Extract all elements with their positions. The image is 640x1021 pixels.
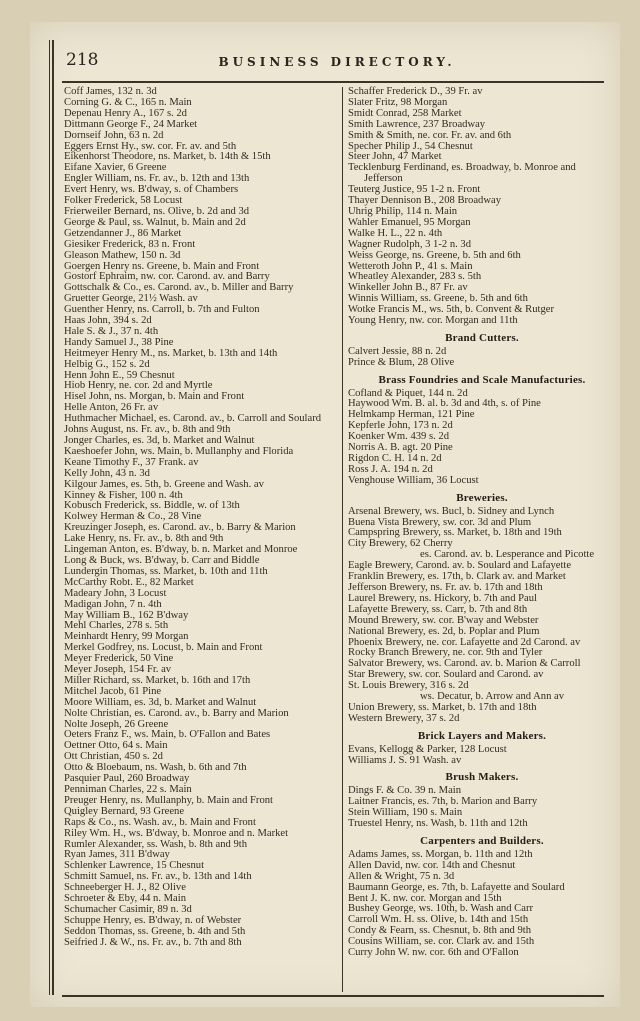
directory-entry: Campspring Brewery, ss. Market, b. 18th and 19th [348,527,562,539]
directory-entry: Ryan James, 311 B'dway [64,849,170,861]
directory-entry: Mound Brewery, sw. cor. B'way and Webster [348,614,539,626]
directory-entry: Madeary John, 3 Locust [64,587,167,599]
directory-entry: Schneeberger H. J., 82 Olive [64,882,186,894]
directory-entry: Depenau Henry A., 167 s. 2d [64,107,187,119]
directory-entry: Meyer Frederick, 50 Vine [64,653,174,665]
directory-entry: Venghouse William, 36 Locust [348,474,479,486]
directory-entry: Preuger Henry, ns. Mullanphy, b. Main and Front [64,794,273,806]
directory-entry: Steer John, 47 Market [348,151,442,163]
directory-entry: Madigan John, 7 n. 4th [64,598,162,610]
directory-entry: Giesiker Frederick, 83 n. Front [64,238,196,250]
directory-entry: Condy & Fearn, ss. Chesnut, b. 8th and 9th [348,925,532,937]
directory-entry: St. Louis Brewery, 316 s. 2d [348,680,469,692]
directory-entry: Folker Frederick, 58 Locust [64,195,183,207]
directory-entry: Wahler Emanuel, 95 Morgan [348,216,471,228]
directory-entry: Baumann George, es. 7th, b. Lafayette and Soulard [348,881,565,893]
directory-entry: Helle Anton, 26 Fr. av [64,402,159,414]
directory-entry: Meyer Joseph, 154 Fr. av [64,664,172,676]
directory-entry: Helbig G., 152 s. 2d [64,358,150,370]
directory-entry: Huthmacher Michael, es. Carond. av., b. Carroll and Soulard [64,413,322,425]
section-heading: Brick Layers and Makers. [417,729,547,742]
directory-entry: Nolte Christian, es. Carond. av., b. Barry and Marion [64,707,289,719]
directory-entry: Koenker Wm. 439 s. 2d [348,431,450,443]
page-frame [52,40,612,995]
directory-entry: Goergen Henry ns. Greene, b. Main and Front [64,260,260,272]
directory-entry: Allen David, nw. cor. 14th and Chesnut [348,859,516,871]
directory-entry: Johns August, ns. Fr. av., b. 8th and 9th [64,424,231,436]
directory-entry: Specher Philip J., 54 Chesnut [348,140,473,152]
directory-entry: Eikenhorst Theodore, ns. Market, b. 14th & 15th [64,151,271,163]
directory-entry: Wotke Francis M., ws. 5th, b. Convent & Rutger [348,304,555,316]
directory-entry: Quigley Bernard, 93 Greene [64,805,185,817]
directory-entry: Smidt Conrad, 258 Market [348,107,462,119]
directory-entry: Haas John, 394 s. 2d [64,315,152,327]
directory-entry: Salvator Brewery, ws. Carond. av. b. Marion & Carroll [348,658,581,670]
directory-entry: Oettner Otto, 64 s. Main [64,740,168,752]
directory-entry: Hisel John, ns. Morgan, b. Main and Front [64,391,245,403]
directory-entry: Hiob Henry, ne. cor. 2d and Myrtle [64,380,213,392]
directory-entry: Kilgour James, es. 5th, b. Greene and Wash. av [64,478,264,490]
directory-entry: Evans, Kellogg & Parker, 128 Locust [348,743,507,755]
directory-entry: Phoenix Brewery, ne. cor. Lafayette and 2d Carond. av [348,636,581,648]
directory-entry: Uhrig Philip, 114 n. Main [348,205,458,217]
directory-entry: Young Henry, nw. cor. Morgan and 11th [348,315,518,327]
directory-entry: Kaeshoefer John, ws. Main, b. Mullanphy and Florida [64,445,294,457]
directory-entry: Eggers Ernst Hy., sw. cor. Fr. av. and 5th [64,140,237,152]
directory-entry: Franklin Brewery, es. 17th, b. Clark av. and Market [348,571,566,583]
directory-entry: Carroll Wm. H. ss. Olive, b. 14th and 15th [348,914,529,926]
directory-entry: Union Brewery, ss. Market, b. 17th and 18th [348,701,537,713]
directory-entry: Meinhardt Henry, 99 Morgan [64,631,189,643]
header-rule [62,81,604,83]
directory-entry: Lingeman Anton, es. B'dway, b. n. Market and Monroe [64,544,298,556]
directory-entry: May William B., 162 B'dway [64,609,189,621]
directory-entry: Long & Buck, ws. B'dway, b. Carr and Biddle [64,554,260,566]
directory-entry: Hale S. & J., 37 n. 4th [64,325,159,337]
directory-entry: Kinney & Fisher, 100 n. 4th [64,489,183,501]
directory-entry: es. Carond. av. b. Lesperance and Picotte [420,549,595,561]
directory-entry: Penniman Charles, 22 s. Main [64,784,192,795]
directory-entry: Smith & Smith, ne. cor. Fr. av. and 6th [348,129,512,141]
directory-entry: Bushey George, ws. 10th, b. Wash and Carr [348,903,534,915]
directory-entry: Curry John W. nw. cor. 6th and O'Fallon [348,947,519,959]
directory-entry: Norris A. B. agt. 20 Pine [348,442,453,454]
directory-entry: Henn John E., 59 Chesnut [64,369,175,381]
directory-entry: Cousins William, se. cor. Clark av. and 15th [348,936,535,948]
directory-entry: ws. Decatur, b. Arrow and Ann av [420,691,565,703]
directory-entry: Wheatley Alexander, 283 s. 5th [348,271,482,283]
directory-entry: Evert Henry, ws. B'dway, s. of Chambers [64,184,239,196]
directory-entry: Eifane Xavier, 6 Greene [64,162,167,174]
directory-entry: Ross J. A. 194 n. 2d [348,463,433,475]
directory-entry: Schlenker Lawrence, 15 Chesnut [64,860,205,872]
right-column [342,87,616,992]
directory-entry: Gruetter George, 21½ Wash. av [64,293,198,305]
directory-entry: City Brewery, 62 Cherry [348,538,453,550]
directory-entry: Winkeller John B., 87 Fr. av [348,282,468,294]
directory-entry: Jefferson Brewery, ns. Fr. av. b. 17th and 18th [348,581,543,593]
directory-entry: Corning G. & C., 165 n. Main [64,96,192,108]
directory-entry: National Brewery, es. 2d, b. Poplar and Plum [348,625,540,637]
directory-entry: Schmitt Samuel, ns. Fr. av., b. 13th and 14th [64,871,252,883]
footer-rule [62,995,604,997]
directory-entry: Lundergin Thomas, ss. Market, b. 10th and 11th [64,565,268,577]
directory-entry: Keane Timothy F., 37 Frank. av [64,456,199,468]
directory-entry: Seifried J. & W., ns. Fr. av., b. 7th and 8th [64,936,242,948]
directory-entry: Jonger Charles, es. 3d, b. Market and Walnut [64,435,255,446]
page-number: 218 [66,50,99,70]
directory-entry: Slater Fritz, 98 Morgan [348,96,448,108]
directory-entry: Pasquier Paul, 260 Broadway [64,773,190,785]
directory-entry: Tecklenburg Ferdinand, es. Broadway, b. Monroe and Jefferson [348,162,576,185]
directory-entry: Prince & Blum, 28 Olive [348,356,455,368]
directory-entry: Oeters Franz F., ws. Main, b. O'Fallon and Bates [64,729,271,741]
directory-entry: Kolwey Herman & Co., 28 Vine [64,511,202,523]
directory-entry: Handy Samuel J., 38 Pine [64,336,174,348]
directory-entry: Wetteroth John P., 41 s. Main [348,260,473,272]
directory-entry: Engler William, ns. Fr. av., b. 12th and 13th [64,173,250,185]
directory-entry: Western Brewery, 37 s. 2d [348,712,460,724]
directory-entry: Raps & Co., ns. Wash. av., b. Main and Front [64,816,256,828]
section-heading: Carpenters and Builders. [420,835,544,847]
directory-entry: Lafayette Brewery, ss. Carr, b. 7th and 8th [348,603,528,615]
section-heading: Brass Foundries and Scale Manufacturies. [378,373,586,386]
directory-entry: Rumler Alexander, ss. Wash, b. 8th and 9th [64,838,248,850]
directory-entry: Otto & Bloebaum, ns. Wash, b. 6th and 7th [64,762,247,774]
directory-entry: Merkel Godfrey, ns. Locust, b. Main and Front [64,642,263,654]
directory-entry: Kelly John, 43 n. 3d [64,467,150,479]
directory-entry: Ott Christian, 450 s. 2d [64,751,163,763]
directory-entry: Eagle Brewery, Carond. av. b. Soulard and Lafayette [348,560,572,572]
directory-entry: Schuppe Henry, es. B'dway, n. of Webster [64,914,242,926]
directory-entry: Getzendanner J., 86 Market [64,227,182,239]
directory-entry: Winnis William, ss. Greene, b. 5th and 6th [348,293,528,305]
directory-entry: Moore William, es. 3d, b. Market and Walnut [64,696,257,708]
directory-entry: Calvert Jessie, 88 n. 2d [348,345,447,357]
directory-entry: Gleason Mathew, 150 n. 3d [64,249,181,261]
directory-entry: Schaffer Frederick D., 39 Fr. av [348,86,483,97]
directory-entry: Helmkamp Herman, 121 Pine [348,409,475,421]
directory-entry: Miller Richard, ss. Market, b. 16th and 17th [64,674,251,686]
directory-entry: Lake Henry, ns. Fr. av., b. 8th and 9th [64,533,224,545]
directory-entry: Allen & Wright, 75 n. 3d [348,870,455,882]
directory-entry: Nolte Joseph, 26 Greene [64,718,169,730]
directory-entry: McCarthy Robt. E., 82 Market [64,576,194,588]
directory-entry: Schroeter & Eby, 44 n. Main [64,893,186,905]
directory-entry: Dings F. & Co. 39 n. Main [348,785,462,797]
directory-entry: Dittmann George F., 24 Market [64,118,198,130]
directory-entry: Coff James, 132 n. 3d [64,86,157,97]
directory-entry: Rigdon C. H. 14 n. 2d [348,453,442,464]
left-column [64,87,336,949]
directory-entry: Cofland & Piquet, 144 n. 2d [348,387,468,399]
directory-entry: Mehl Charles, 278 s. 5th [64,620,169,632]
directory-entry: Kepferle John, 173 n. 2d [348,420,453,432]
section-heading: Brand Cutters. [445,331,519,344]
page-header [62,50,612,80]
directory-entry: Frierweiler Bernard, ns. Olive, b. 2d and 3d [64,205,250,217]
directory-entry: Guenther Henry, ns. Carroll, b. 7th and Fulton [64,304,260,316]
directory-entry: Gostorf Ephraim, nw. cor. Carond. av. and Barry [64,271,270,283]
directory-entry: Heitmeyer Henry M., ns. Market, b. 13th and 14th [64,347,278,359]
directory-entry: Walke H. L., 22 n. 4th [348,227,443,239]
directory-entry: Riley Wm. H., ws. B'dway, b. Monroe and n. Market [64,827,289,839]
directory-entry: Haywood Wm. B. al. b. 3d and 4th, s. of Pine [348,398,541,410]
directory-entry: Williams J. S. 91 Wash. av [348,754,462,766]
running-title: BUSINESS DIRECTORY. [218,55,456,69]
directory-page [30,22,620,1007]
directory-entry: George & Paul, ss. Walnut, b. Main and 2d [64,216,246,228]
directory-entry: Star Brewery, sw. cor. Soulard and Carond. av [348,669,544,681]
directory-entry: Buena Vista Brewery, sw. cor. 3d and Plum [348,516,532,528]
directory-entry: Dornseif John, 63 n. 2d [64,129,164,141]
directory-entry: Adams James, ss. Morgan, b. 11th and 12th [348,848,533,860]
section-heading: Brush Makers. [445,771,519,784]
directory-entry: Smith Lawrence, 237 Broadway [348,118,486,130]
directory-entry: Bent J. K. nw. cor. Morgan and 15th [348,892,502,904]
directory-entry: Truestel Henry, ns. Wash, b. 11th and 12th [348,818,528,830]
directory-entry: Arsenal Brewery, ws. Bucl, b. Sidney and Lynch [348,505,555,517]
directory-entry: Weiss George, ns. Greene, b. 5th and 6th [348,249,521,261]
directory-entry: Wagner Rudolph, 3 1-2 n. 3d [348,238,472,250]
directory-entry: Laitner Francis, es. 7th, b. Marion and Barry [348,796,538,808]
directory-entry: Thayer Dennison B., 208 Broadway [348,195,501,207]
directory-entry: Kreuzinger Joseph, es. Carond. av., b. Barry & Marion [64,522,296,534]
directory-entry: Stein William, 190 s. Main [348,807,463,819]
directory-entry: Kobusch Frederick, ss. Biddle, w. of 13th [64,500,240,512]
directory-entry: Seddon Thomas, ss. Greene, b. 4th and 5th [64,925,246,937]
directory-entry: Mitchel Jacob, 61 Pine [64,685,162,697]
directory-entry: Rocky Branch Brewery, ne. cor. 9th and Tyler [348,647,543,659]
section-heading: Breweries. [456,491,508,504]
directory-entry: Schumacher Casimir, 89 n. 3d [64,903,192,915]
directory-entry: Gottschalk & Co., es. Carond. av., b. Miller and Barry [64,282,294,294]
directory-entry: Laurel Brewery, ns. Hickory, b. 7th and Paul [348,592,537,604]
directory-entry: Teuterg Justice, 95 1-2 n. Front [348,184,481,196]
